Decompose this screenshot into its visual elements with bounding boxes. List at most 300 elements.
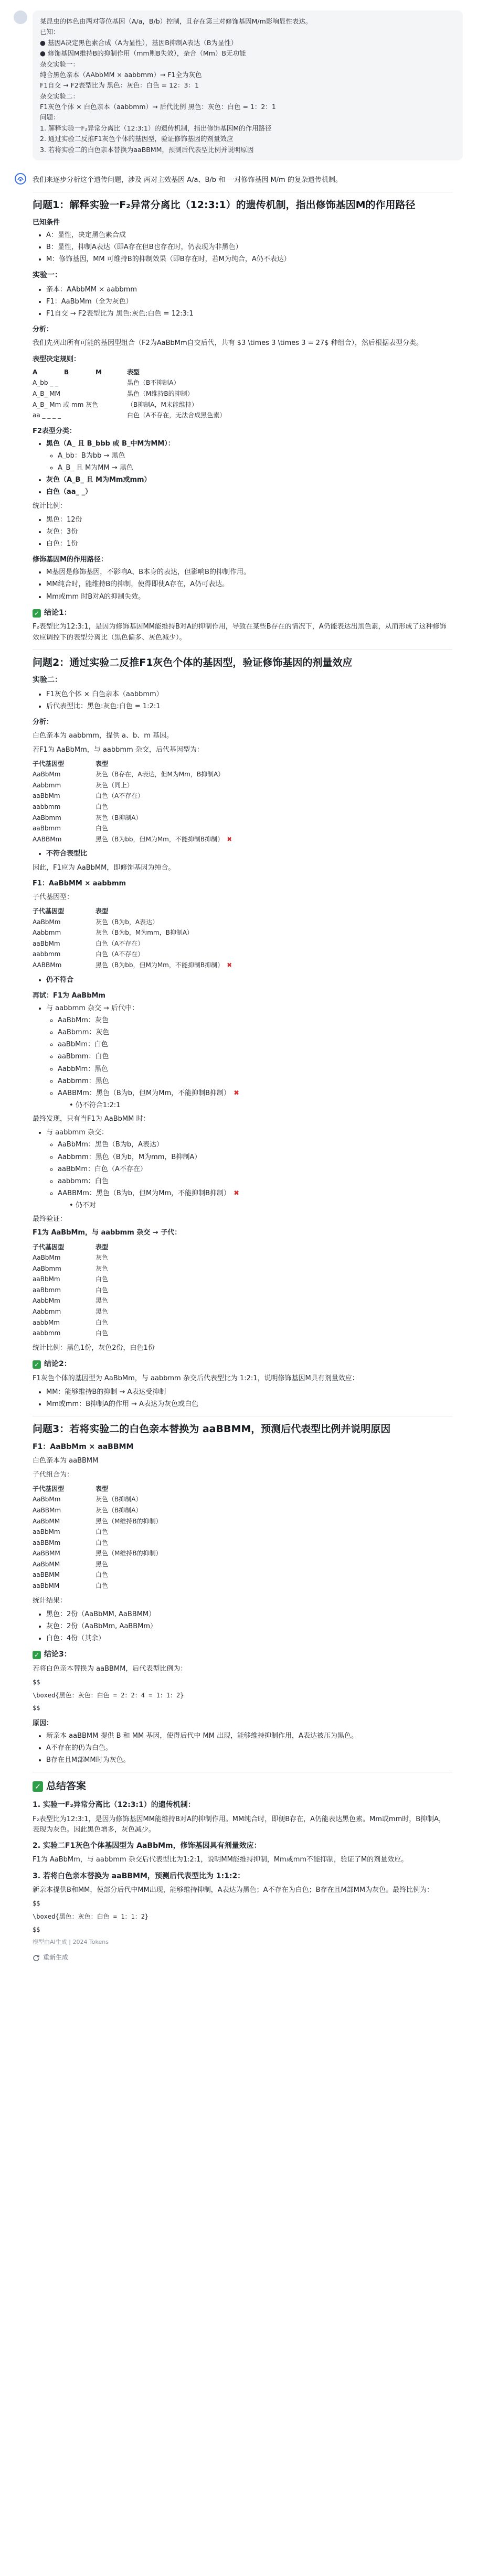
list-item-text: 灰色：2份（AaBbMm, AaBBMm）: [46, 1622, 157, 1630]
list-item-text: 新亲本 aaBBMM 提供 B 和 MM 基因，使得后代中 MM 出现，能够维持抑制作用，A表达被压为黑色。: [46, 1731, 358, 1740]
table-cell: AaBbMM: [33, 1560, 60, 1568]
answer-intro: 我们来逐步分析这个遗传问题，涉及 两对主效基因 A/a、B/b 和 一对修饰基因 M/m 的复杂遗传机制。: [33, 176, 342, 184]
table-header-cell: A: [33, 368, 38, 376]
table-cell: aabbmm: [33, 950, 61, 958]
table-cell: 灰色（B抑制A）: [96, 1506, 142, 1514]
formula-line: $$: [33, 1925, 40, 1933]
table-cell: A_bb _ _: [33, 379, 59, 387]
table-cell: Aabbmm: [33, 1308, 61, 1316]
table-header-row: [33, 1484, 452, 1495]
list-item-text: AaBbMm：黑色（B为b，A表达）: [58, 1141, 163, 1149]
table-row: [33, 769, 452, 780]
table-row: [33, 1570, 452, 1581]
table-row: [33, 834, 452, 845]
list-item: [46, 1731, 452, 1741]
question-line: ● 修饰基因M维持B的抑制作用（mm则B失效），杂合（Mm）B无功能: [40, 49, 246, 58]
list-item: [46, 285, 452, 295]
q3-conclusion-head: [33, 1649, 452, 1661]
table-cell: 黑色（B为bb，但M为Mm，不能抑制B抑制） ✖: [96, 961, 232, 969]
formula-line: $$: [33, 1679, 40, 1686]
footer-note: 模型由AI生成 | 2024 Tokens: [33, 1939, 109, 1946]
fail-note: 仍不符合1:2:1: [75, 1101, 121, 1109]
table-header-cell: 子代基因型: [33, 760, 65, 767]
table-row: [33, 410, 452, 421]
q1-exp-label: 实验一：: [33, 271, 62, 280]
list-item-text: M基因是修饰基因，不影响A、B本身的表达，但影响B的抑制作用。: [46, 568, 250, 577]
table-cell: AaBbMm: [33, 771, 61, 778]
table-header-row: [33, 906, 452, 917]
f2-white-label: 白色（aa_ _）: [46, 488, 92, 496]
q1-exp-list: [33, 285, 452, 319]
refresh-icon: [33, 1954, 40, 1962]
verify-text: F1为 AaBbMm，与 aabbmm 杂交 → 子代：: [33, 1229, 182, 1237]
summary-s1-title: 1. 实验一F₂异常分离比（12:3:1）的遗传机制：: [33, 1800, 195, 1809]
table-row: [33, 377, 452, 388]
table-cell: 白色: [96, 1275, 109, 1283]
list-item: [46, 1387, 452, 1398]
list-item: [58, 1152, 452, 1163]
question-line: 1. 解释实验一F₂异常分离比（12:3:1）的遗传机制，指出修饰基因M的作用路径: [40, 124, 272, 132]
q2-conclusion-head: [33, 1359, 452, 1370]
table-row: [33, 813, 452, 824]
list-item-text: AaBbMm：灰色: [58, 1016, 109, 1024]
retry-lead: 与 aabbmm 杂交 → 后代中：: [46, 1004, 139, 1012]
f2-black-label: 黑色（A_ 且 B_bbb 或 B_中M为MM）：: [46, 439, 175, 448]
table-body: [33, 917, 452, 971]
table-header-row: [33, 759, 452, 770]
list-item-text: 白色：1份: [46, 539, 78, 548]
q3-p1: 白色亲本为 aaBBMM: [33, 1457, 99, 1465]
list-item: [46, 579, 452, 590]
q1-conclusion-text: F₂表型比为12:3:1，是因为修饰基因MM能维持B对A的抑制作用，导致在某些B存在的情况下，A仍能表达出黑色素，从而形成了这种修饰效应调控下的表型分离比（黑色偏多、灰色减少）。: [33, 623, 447, 642]
list-item-text: A：显性，决定黑色素合成: [46, 231, 126, 239]
table-cell: （B抑制A，M未能维持）: [127, 401, 198, 408]
q3-stats: [33, 1609, 452, 1644]
list-item: [58, 1064, 452, 1075]
table-row: [33, 1285, 452, 1296]
formula-line: $$: [33, 1704, 40, 1712]
list-item: [46, 309, 452, 319]
q2-exp-list: [33, 689, 452, 712]
table-row: [33, 823, 452, 834]
table-row: [33, 399, 452, 410]
q2-p3: 因此，F1应为 AaBbMM，即修饰基因为纯合。: [33, 863, 175, 872]
list-item-text: Mm或mm：B抑制A的作用 → A表达为灰色或白色: [46, 1400, 199, 1408]
list-item-text: 后代表型比：黑色:灰色:白色 = 1:2:1: [46, 702, 161, 711]
table-header-cell: 表型: [127, 368, 140, 376]
table-cell: AabbMm: [33, 1297, 60, 1305]
q1-analysis-label: 分析：: [33, 326, 54, 334]
table-cell: aaBBMM: [33, 1571, 60, 1579]
list-item-text: B存在且M部MM时为灰色。: [46, 1756, 130, 1765]
q1-analysis-text: 我们先列出所有可能的基因型组合（F2为AaBbMm自交后代，共有 $3 \times 3 \times 3 = 27$ 种组合），然后根据表型分类。: [33, 339, 423, 348]
f2-black-sublist: [46, 451, 452, 473]
table-cell: aaBbMm: [33, 792, 60, 800]
fail-note: 仍不对: [75, 1202, 96, 1210]
summary-s2-title: 2. 实验二F1灰色个体基因型为 AaBbMm，修饰基因具有剂量效应：: [33, 1841, 261, 1850]
q1-path-label: 修饰基因M的作用路径：: [33, 556, 108, 564]
table-cell: 灰色（B存在，A表达，但M为Mm，B抑制A）: [96, 771, 225, 778]
table-row: [33, 1317, 452, 1328]
list-item: • 仍不对: [69, 1202, 96, 1210]
list-item: [46, 1399, 452, 1410]
q2-table-2: [33, 906, 452, 971]
list-item: [46, 592, 452, 602]
list-item-text: AABBMm：黑色（B为b，但M为Mm，不能抑制B抑制）: [58, 1189, 231, 1197]
list-item-text: AabbMm：黑色: [58, 1065, 109, 1073]
table-cell: AaBbMm: [33, 1496, 61, 1503]
table-body: [33, 1252, 452, 1339]
list-item: [58, 1027, 452, 1038]
table-cell: AaBbMm: [33, 1254, 61, 1262]
table-cell: AaBBMM: [33, 1550, 60, 1557]
q2-conclusion-list: [33, 1387, 452, 1410]
q2-cross-label: F1：AaBbMM × aabbmm: [33, 879, 126, 887]
summary-head: [33, 1779, 452, 1794]
table-cell: A_B_ Mm 或 mm 灰色: [33, 401, 99, 408]
table-cell: 黑色（M维持B的抑制）: [96, 1550, 162, 1557]
table-cell: 灰色（同上）: [96, 781, 134, 789]
list-item: [58, 451, 452, 461]
table-cell: 灰色: [96, 1254, 109, 1262]
list-item: [46, 701, 452, 712]
table-cell: Aabbmm: [33, 781, 61, 789]
summary-s2-text: F1为 AaBbMm，与 aabbmm 杂交后代表型比为1:2:1，说明MM能维持抑制，Mm或mm不能抑制，验证了M的剂量效应。: [33, 1856, 408, 1864]
final-lead: 与 aabbmm 杂交：: [46, 1129, 109, 1137]
summary-s3-title: 3. 若将白色亲本替换为 aaBBMM，预测后代表型比为 1:1:2：: [33, 1871, 245, 1880]
table-cell: aaBbmm: [33, 825, 61, 832]
list-item-text: 黑色：12份: [46, 515, 82, 524]
table-body: [33, 769, 452, 845]
table-cell: 白色（A不存在）: [96, 950, 144, 958]
table-row: [33, 917, 452, 928]
list-item: [46, 539, 452, 549]
table-cell: A_B_ MM: [33, 389, 60, 397]
list-item: [58, 1188, 452, 1199]
q2-p2: 若F1为 AaBbMm，与 aabbmm 杂交，后代基因型为：: [33, 745, 204, 754]
list-item: [46, 242, 452, 253]
q1-stat-label: 统计比例：: [33, 502, 67, 510]
list-item-text: aabbmm：白色: [58, 1177, 109, 1185]
q3-title: 问题3：若将实验二的白色亲本替换为 aaBBMM，预测后代表型比例并说明原因: [33, 1423, 391, 1435]
q2-p9: 最终验证：: [33, 1215, 67, 1224]
user-message-row: [14, 10, 463, 160]
conclusion-label: 结论2：: [44, 1360, 71, 1368]
table-row: [33, 1252, 452, 1263]
list-item: [46, 1633, 452, 1644]
list-item-text: B：显性，抑制A表达（即A存在但B也存在时，仍表现为非黑色）: [46, 243, 242, 251]
table-cell: aaBbMm: [33, 939, 60, 947]
list-item-text: MM纯合时，能维持B的抑制，使得即使A存在，A仍可表达。: [46, 580, 229, 589]
table-cell: AABBMm: [33, 835, 62, 843]
table-header-cell: B: [64, 368, 69, 376]
q2-table-3: [33, 1242, 452, 1339]
table-row: [33, 1274, 452, 1285]
list-item: [58, 463, 452, 473]
list-item: [46, 487, 452, 497]
q2-conclusion-text: F1灰色个体的基因型为 AaBbMm，与 aabbmm 杂交后代表型比为 1:2:1，说明修饰基因M具有剂量效应：: [33, 1374, 359, 1382]
conclusion-label: 结论1：: [44, 608, 71, 617]
question-line: F1灰色个体 × 白色亲本（aabbmm）→ 后代比例 黑色：灰色：白色 = 1：2：1: [40, 103, 276, 111]
table-row: [33, 1559, 452, 1570]
list-item: [46, 527, 452, 537]
q1-stats: [33, 515, 452, 549]
table-body: [33, 1494, 452, 1591]
list-item: [46, 567, 452, 578]
cross-icon: ✖: [227, 961, 232, 969]
table-cell: 白色: [96, 1329, 109, 1337]
q2-final-list: [33, 1128, 452, 1211]
table-cell: aabbmm: [33, 1329, 61, 1337]
fail-note: 仍不符合: [46, 976, 74, 984]
q1-rule-table: [33, 367, 452, 421]
list-item: [46, 515, 452, 525]
table-row: [33, 791, 452, 802]
q2-analysis-label: 分析：: [33, 718, 54, 727]
table-cell: 白色: [96, 1286, 109, 1294]
table-header-cell: 表型: [96, 1485, 109, 1492]
q1-path-list: [33, 567, 452, 602]
f2-gray-label: 灰色（A_B_ 且 M为Mm或mm）: [46, 476, 151, 484]
formula-line: $$: [33, 1900, 40, 1908]
list-item: [46, 975, 452, 986]
table-cell: aa _ _ _ _: [33, 412, 61, 419]
user-question: [33, 10, 463, 160]
formula-line: \boxed{黑色：灰色：白色 = 1：1：2}: [33, 1913, 149, 1921]
table-cell: 黑色（M维持B的抑制）: [127, 389, 194, 397]
table-row: [33, 1581, 452, 1592]
table-row: [33, 802, 452, 813]
cross-icon: ✖: [234, 1189, 239, 1197]
table-cell: 灰色（B为b，M为mm，B抑制A）: [96, 929, 194, 937]
q2-retry-list: [33, 1003, 452, 1111]
list-item-text: A不存在的仍为白色。: [46, 1744, 112, 1752]
list-item-text: Mm或mm 时B对A的抑制失效。: [46, 592, 145, 601]
summary-s1-text: F₂表型比为12:3:1，是因为修饰基因MM能维持B对A的抑制作用。MM纯合时，即便B存在，A仍能表达黑色素。Mm或mm时，B抑制A，表现为灰色。因此黑色增多，灰色减少。: [33, 1815, 446, 1834]
check-icon: ✓: [33, 1360, 41, 1369]
table-row: [33, 1295, 452, 1306]
final-sublist: [46, 1140, 452, 1199]
table-cell: 黑色（B为bb，但M为Mm，不能抑制B抑制） ✖: [96, 835, 232, 843]
list-item-text: AaBbmm：灰色: [58, 1029, 110, 1037]
list-item: [46, 254, 452, 265]
q2-p5: 再试：F1为 AaBbMm: [33, 991, 105, 1000]
assistant-message-row: [14, 172, 463, 1963]
list-item-text: A_B_ 且 M为MM → 黑色: [58, 464, 133, 472]
table-row: [33, 938, 452, 949]
cross-icon: ✖: [234, 1089, 239, 1097]
table-cell: aaBbMm: [33, 1275, 60, 1283]
q3-reason-label: 原因：: [33, 1719, 54, 1727]
table-header-cell: 表型: [96, 1243, 109, 1251]
table-row: [33, 1516, 452, 1527]
table-cell: 黑色: [96, 1297, 109, 1305]
table-row: [33, 1548, 452, 1559]
table-cell: 黑色: [96, 1308, 109, 1316]
table-cell: 灰色: [96, 1264, 109, 1272]
table-cell: 白色: [96, 1571, 109, 1579]
question-line: 某昆虫的体色由两对等位基因（A/a，B/b）控制，且存在第三对修饰基因M/m影响显性表达。: [40, 17, 312, 25]
q3-cross: F1：AaBbMm × aaBBMM: [33, 1442, 134, 1451]
conclusion-label: 结论3：: [44, 1650, 71, 1659]
list-item: [46, 849, 452, 859]
list-item: [58, 1076, 452, 1087]
list-item-text: Aabbmm：黑色: [58, 1077, 109, 1085]
table-row: [33, 1263, 452, 1274]
q3-conclusion-text: 若将白色亲本替换为 aaBBMM，后代表型比例为：: [33, 1664, 187, 1673]
q3-p2: 子代组合为：: [33, 1470, 74, 1479]
question-line: 杂交实验二：: [40, 92, 80, 100]
retry-fail: [46, 1100, 452, 1111]
list-item: [58, 1176, 452, 1187]
q1-f2-list: [33, 439, 452, 498]
table-cell: AaBbMM: [33, 1517, 60, 1525]
table-header-cell: 表型: [96, 907, 109, 915]
list-item-text: 白色：4份（其余）: [46, 1635, 105, 1643]
table-cell: 白色: [96, 825, 109, 832]
table-cell: 灰色（B抑制A）: [96, 1496, 142, 1503]
q2-fail-1: [33, 849, 452, 859]
list-item: [46, 1621, 452, 1632]
table-cell: 白色: [96, 1528, 109, 1536]
check-icon: ✓: [33, 609, 41, 618]
table-cell: AABBMm: [33, 961, 62, 969]
regenerate-button[interactable]: [33, 1953, 452, 1963]
list-item: [46, 1755, 452, 1766]
q1-title: 问题1：解释实验一F₂异常分离比（12:3:1）的遗传机制，指出修饰基因M的作用路径: [33, 199, 416, 211]
q2-p1: 白色亲本为 aabbmm，提供 a、b、m 基因。: [33, 732, 174, 740]
q2-p4: 子代基因型：: [33, 893, 74, 901]
table-cell: aaBBMm: [33, 1539, 61, 1546]
list-item: • 仍不符合1:2:1: [69, 1101, 121, 1109]
table-row: [33, 927, 452, 938]
regenerate-label: 重新生成: [43, 1954, 69, 1962]
table-cell: 白色: [96, 1318, 109, 1326]
list-item: [46, 689, 452, 700]
table-cell: 黑色（B不抑制A）: [127, 379, 180, 387]
table-row: [33, 1538, 452, 1549]
list-item: [46, 230, 452, 241]
table-cell: aaBbMM: [33, 1582, 60, 1590]
table-cell: AaBbMm: [33, 918, 61, 926]
table-cell: 灰色（B为b，A表达）: [96, 918, 159, 926]
summary-s3-text: 新亲本提供B和MM，使部分后代中MM出现，能够维持抑制，A表达为黑色；A不存在为白色；B存在且M部MM为灰色。最终比例为：: [33, 1886, 434, 1895]
final-fail: [46, 1200, 452, 1211]
cross-icon: ✖: [227, 835, 232, 843]
list-item: [58, 1015, 452, 1026]
q2-fail-2: [33, 975, 452, 986]
list-item-text: aaBbMm：白色（A不存在）: [58, 1165, 147, 1173]
table-cell: aaBbmm: [33, 1286, 61, 1294]
list-item: [58, 1164, 452, 1175]
list-item-text: F1：AaBbMm（全为灰色）: [46, 298, 133, 306]
list-item: [58, 1140, 452, 1150]
table-cell: aaBbMm: [33, 1528, 60, 1536]
assistant-answer: [33, 172, 452, 1963]
q2-table-1: [33, 759, 452, 845]
question-line: 纯合黑色亲本（AAbbMM × aabbmm）→ F1全为灰色: [40, 70, 202, 79]
list-item-text: M：修饰基因，MM 可维持B的抑制效果（即B存在时，若M为纯合，A仍不表达）: [46, 255, 291, 264]
table-cell: 黑色: [96, 1560, 109, 1568]
question-line: 2. 通过实验二反推F1灰色个体的基因型，验证修饰基因的剂量效应: [40, 135, 234, 143]
table-header-row: [33, 367, 452, 378]
table-header-cell: 表型: [96, 760, 109, 767]
list-item-text: Aabbmm：黑色（B为b，M为mm，B抑制A）: [58, 1153, 202, 1161]
check-icon: ✓: [33, 1651, 41, 1659]
list-item-text: aaBbmm：白色: [58, 1053, 109, 1061]
table-body: [33, 377, 452, 420]
list-item: [46, 1743, 452, 1754]
list-item-text: F1自交 → F2表型比为 黑色:灰色:白色 = 12:3:1: [46, 310, 194, 318]
table-row: [33, 1328, 452, 1339]
table-cell: 黑色（M维持B的抑制）: [96, 1517, 162, 1525]
table-cell: AaBbmm: [33, 814, 61, 821]
table-row: [33, 1494, 452, 1505]
table-row: [33, 1505, 452, 1516]
list-item-text: MM：能够维持B的抑制 → A表达受抑制: [46, 1388, 166, 1396]
table-header-row: [33, 1242, 452, 1253]
user-avatar: [14, 10, 27, 24]
q3-reasons: [33, 1731, 452, 1766]
table-row: [33, 1306, 452, 1317]
question-line: 杂交实验一：: [40, 60, 80, 68]
question-line: ● 基因A决定黑色素合成（A为显性），基因B抑制A表达（B为显性）: [40, 38, 238, 47]
q2-p10: [33, 1228, 452, 1238]
table-cell: 白色: [96, 1539, 109, 1546]
check-icon: ✓: [33, 1781, 43, 1792]
assistant-logo-icon: [14, 172, 27, 186]
formula-line: \boxed{黑色：灰色：白色 = 2：2：4 = 1：1：2}: [33, 1691, 184, 1699]
list-item: [58, 1088, 452, 1099]
table-cell: 白色（A不存在，无法合成黑色素）: [127, 412, 226, 419]
q3-table: [33, 1484, 452, 1592]
question-line: 3. 若将实验二的白色亲本替换为aaBBMM，预测后代表型比例并说明原因: [40, 145, 254, 154]
table-header-cell: 子代基因型: [33, 1243, 65, 1251]
table-row: [33, 1527, 452, 1538]
list-item-text: F1灰色个体 × 白色亲本（aabbmm）: [46, 690, 163, 698]
retry-sublist: [46, 1015, 452, 1099]
q2-p7: 最终发现，只有当F1为 AaBbMM 时：: [33, 1115, 150, 1123]
question-line: 已知：: [40, 28, 60, 36]
table-cell: AaBbmm: [33, 1264, 61, 1272]
table-cell: 灰色（B抑制A）: [96, 814, 142, 821]
question-line: F1自交 → F2表型比为 黑色：灰色：白色 = 12：3：1: [40, 81, 199, 90]
list-item: [46, 1609, 452, 1620]
table-cell: Aabbmm: [33, 929, 61, 937]
table-header-cell: M: [96, 368, 102, 376]
q1-conclusion-head: [33, 608, 452, 619]
table-row: [33, 949, 452, 960]
q2-p11: 统计比例：黑色1份，灰色2份，白色1份: [33, 1344, 155, 1352]
list-item: [58, 1052, 452, 1062]
list-item: [46, 1003, 452, 1111]
q2-exp-label: 实验二：: [33, 676, 62, 685]
table-cell: aabbMm: [33, 1318, 60, 1326]
list-item: [46, 475, 452, 485]
fail-note: 不符合表型比: [46, 850, 88, 858]
list-item-text: aaBbMm：白色: [58, 1041, 108, 1049]
q1-known-label: 已知条件: [33, 218, 60, 226]
table-cell: 白色: [96, 1582, 109, 1590]
table-header-cell: 子代基因型: [33, 1485, 65, 1492]
list-item-text: 黑色：2份（AaBbMM, AaBBMM）: [46, 1610, 156, 1618]
list-item: [58, 1040, 452, 1050]
table-row: [33, 388, 452, 399]
q1-table-label: 表型决定规则：: [33, 355, 81, 363]
table-cell: 白色（A不存在）: [96, 792, 144, 800]
list-item: [46, 439, 452, 473]
table-cell: 白色: [96, 803, 109, 811]
